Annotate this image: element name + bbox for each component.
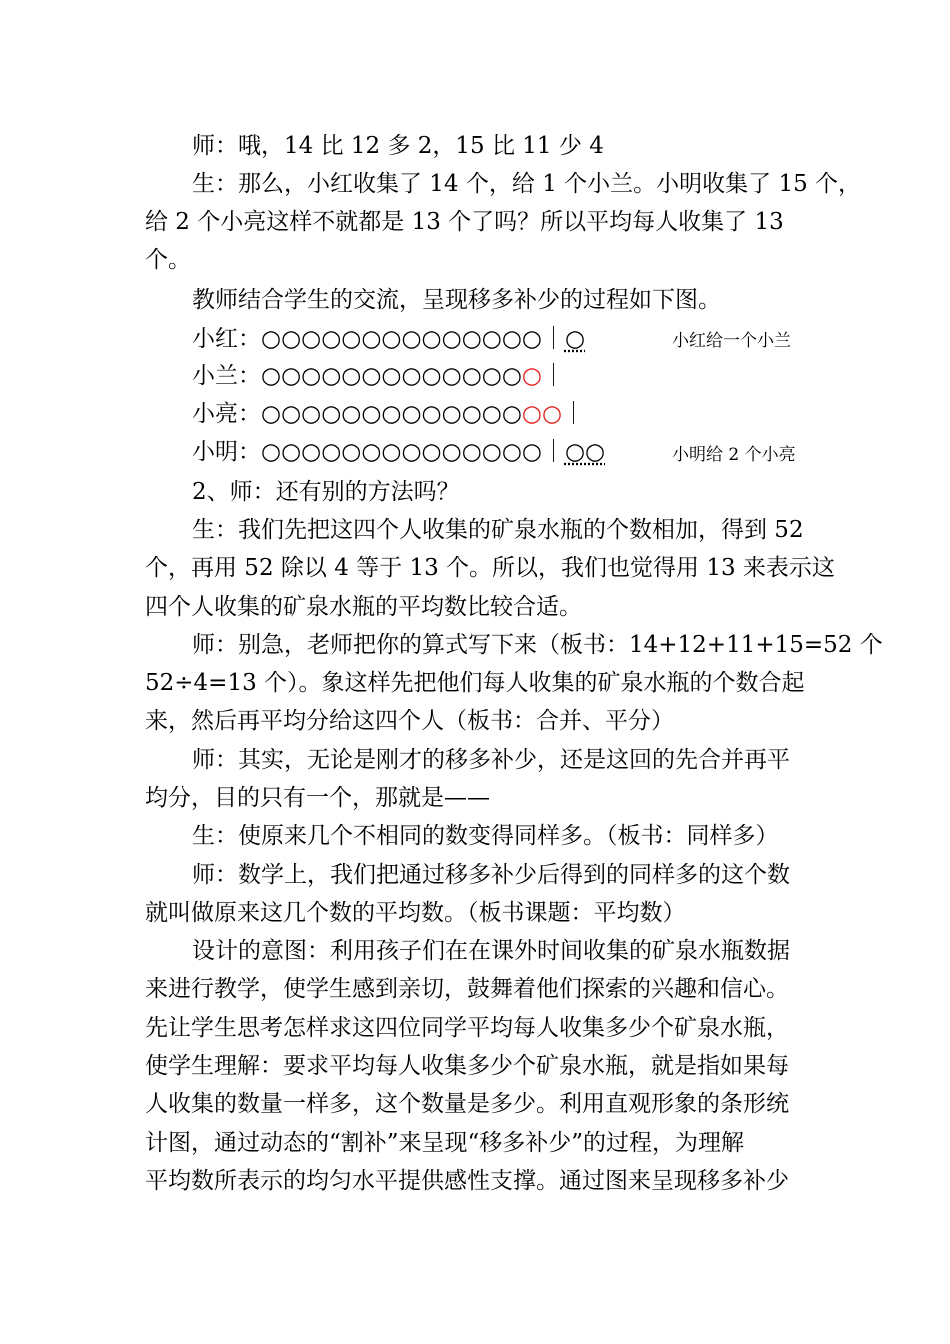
text-line: 来，然后再平均分给这四个人（板书：合并、平分） [145, 708, 674, 734]
circles-moved: ○○ [564, 439, 606, 465]
diagram-row-xiaoming [192, 433, 605, 471]
circles-red: ○ [521, 363, 542, 389]
divider-bar: ｜ [541, 363, 565, 389]
divider-bar: ｜ [562, 401, 586, 427]
text-line: 四个人收集的矿泉水瓶的平均数比较合适。 [145, 594, 582, 620]
text-line: 平均数所表示的均匀水平提供感性支撑。通过图来呈现移多补少 [145, 1168, 789, 1194]
text-line: 人收集的数量一样多，这个数量是多少。利用直观形象的条形统 [145, 1091, 789, 1117]
diagram-row-xiaolan [192, 357, 565, 395]
text-line: 使学生理解：要求平均每人收集多少个矿泉水瓶，就是指如果每 [145, 1053, 789, 1079]
divider-bar: ｜ [541, 326, 565, 352]
text-line: 教师结合学生的交流，呈现移多补少的过程如下图。 [192, 287, 721, 313]
text-line: 52÷4=13 个）。象这样先把他们每人收集的矿泉水瓶的个数合起 [145, 670, 805, 696]
diagram-row-xiaohong [192, 320, 585, 358]
text-line: 生：那么，小红收集了 14 个，给 1 个小兰。小明收集了 15 个， [192, 171, 862, 197]
circles-black: ○○○○○○○○○○○○○○ [261, 439, 542, 465]
divider-bar: ｜ [541, 439, 565, 465]
text-line: 师：别急，老师把你的算式写下来（板书：14+12+11+15=52 个 [192, 632, 883, 658]
diagram-note: 小红给一个小兰 [672, 331, 791, 351]
circles-black: ○○○○○○○○○○○○○ [261, 363, 522, 389]
circles-red: ○○ [521, 401, 563, 427]
text-line: 个，再用 52 除以 4 等于 13 个。所以，我们也觉得用 13 来表示这 [145, 555, 835, 581]
text-line: 来进行教学，使学生感到亲切，鼓舞着他们探索的兴趣和信心。 [145, 976, 789, 1002]
circles-black: ○○○○○○○○○○○○○○ [261, 326, 542, 352]
row-label: 小亮： [192, 401, 261, 427]
diagram-row-xiaoliang [192, 395, 585, 433]
text-line: 生：使原来几个不相同的数变得同样多。（板书：同样多） [192, 823, 779, 849]
text-line: 计图，通过动态的“割补”来呈现“移多补少”的过程，为理解 [145, 1130, 745, 1156]
text-line: 师：数学上，我们把通过移多补少后得到的同样多的这个数 [192, 862, 790, 888]
text-line: 均分，目的只有一个，那就是—— [145, 785, 490, 811]
row-label: 小明： [192, 439, 261, 465]
text-line: 设计的意图：利用孩子们在在课外时间收集的矿泉水瓶数据 [192, 938, 790, 964]
text-line: 给 2 个小亮这样不就都是 13 个了吗？所以平均每人收集了 13 [145, 209, 784, 235]
text-line: 个。 [145, 247, 191, 273]
text-line: 2、师：还有别的方法吗？ [192, 479, 460, 505]
circles-black: ○○○○○○○○○○○○○ [261, 401, 522, 427]
diagram-note: 小明给 2 个小亮 [672, 445, 796, 465]
row-label: 小红： [192, 326, 261, 352]
text-line: 生：我们先把这四个人收集的矿泉水瓶的个数相加，得到 52 [192, 517, 804, 543]
row-label: 小兰： [192, 363, 261, 389]
text-line: 先让学生思考怎样求这四位同学平均每人收集多少个矿泉水瓶， [145, 1015, 789, 1041]
text-line: 就叫做原来这几个数的平均数。（板书课题：平均数） [145, 900, 686, 926]
circles-moved: ○ [564, 326, 586, 352]
text-line: 师：哦，14 比 12 多 2，15 比 11 少 4 [192, 133, 604, 159]
text-line: 师：其实，无论是刚才的移多补少，还是这回的先合并再平 [192, 747, 790, 773]
